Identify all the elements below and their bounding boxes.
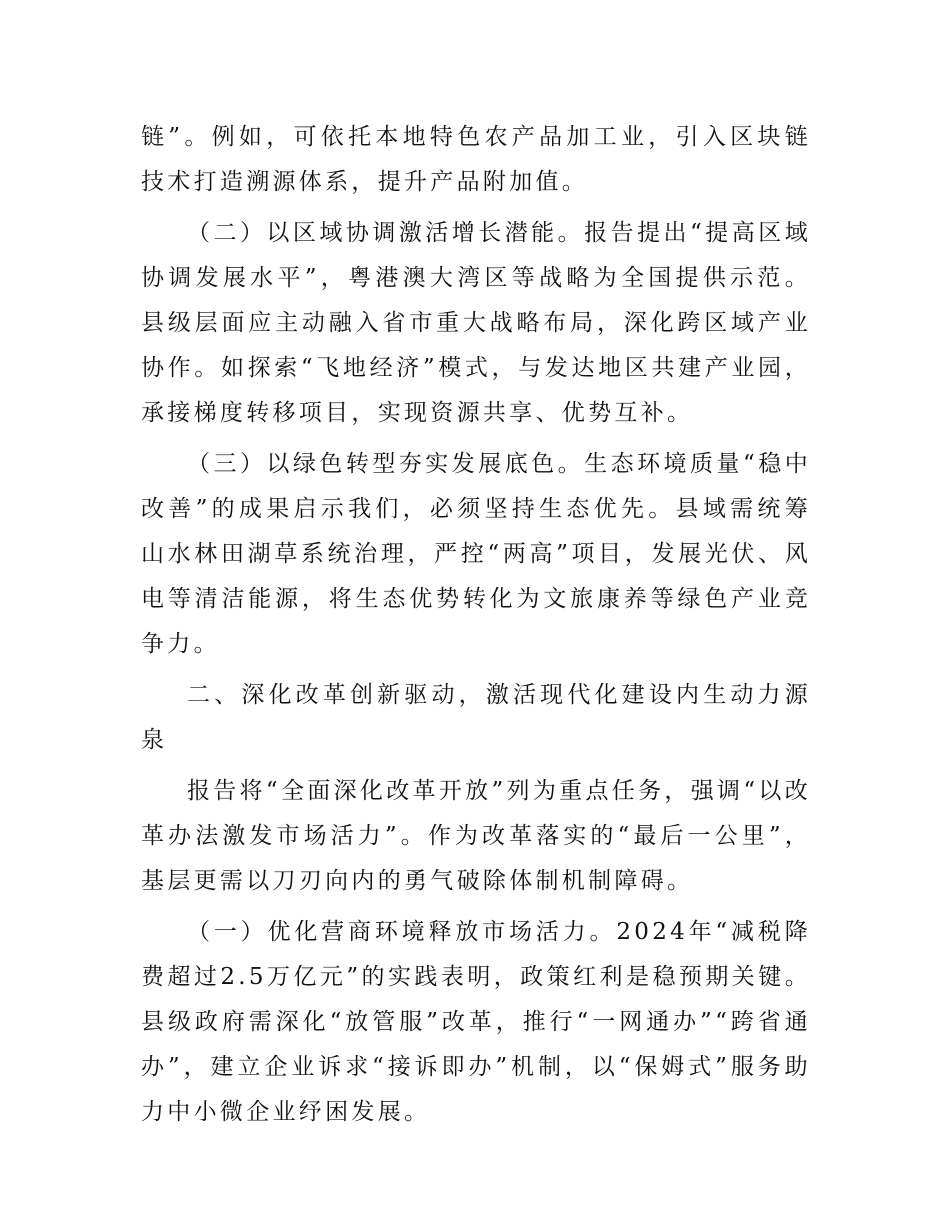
section-heading: 二、深化改革创新驱动，激活现代化建设内生动力源泉	[141, 682, 811, 753]
paragraph-regional-coordination: （二）以区域协调激活增长潜能。报告提出“提高区域协调发展水平”，粤港澳大湾区等战略为全国提供示范。县级层面应主动融入省市重大战略布局，深化跨区域产业协作。如探索“飞地经济”模式，与发达地区共建产业园，承接梯度转移项目，实现资源共享、优势互补。	[141, 220, 811, 426]
paragraph-business-environment: （一）优化营商环境释放市场活力。2024年“减税降费超过2.5万亿元”的实践表明，政策红利是稳预期关键。县级政府需深化“放管服”改革，推行“一网通办”“跨省通办”，建立企业诉求“接诉即办”机制，以“保姆式”服务助力中小微企业纾困发展。	[141, 919, 811, 1125]
paragraph-continuation: 链”。例如，可依托本地特色农产品加工业，引入区块链技术打造溯源体系，提升产品附加值。	[141, 124, 811, 195]
paragraph-green-transformation: （三）以绿色转型夯实发展底色。生态环境质量“稳中改善”的成果启示我们，必须坚持生态优先。县域需统筹山水林田湖草系统治理，严控“两高”项目，发展光伏、风电等清洁能源，将生态优势转化为文旅康养等绿色产业竞争力。	[141, 451, 811, 657]
document-body	[141, 115, 811, 1141]
paragraph-reform-intro: 报告将“全面深化改革开放”列为重点任务，强调“以改革办法激发市场活力”。作为改革落实的“最后一公里”，基层更需以刀刃向内的勇气破除体制机制障碍。	[141, 778, 811, 894]
